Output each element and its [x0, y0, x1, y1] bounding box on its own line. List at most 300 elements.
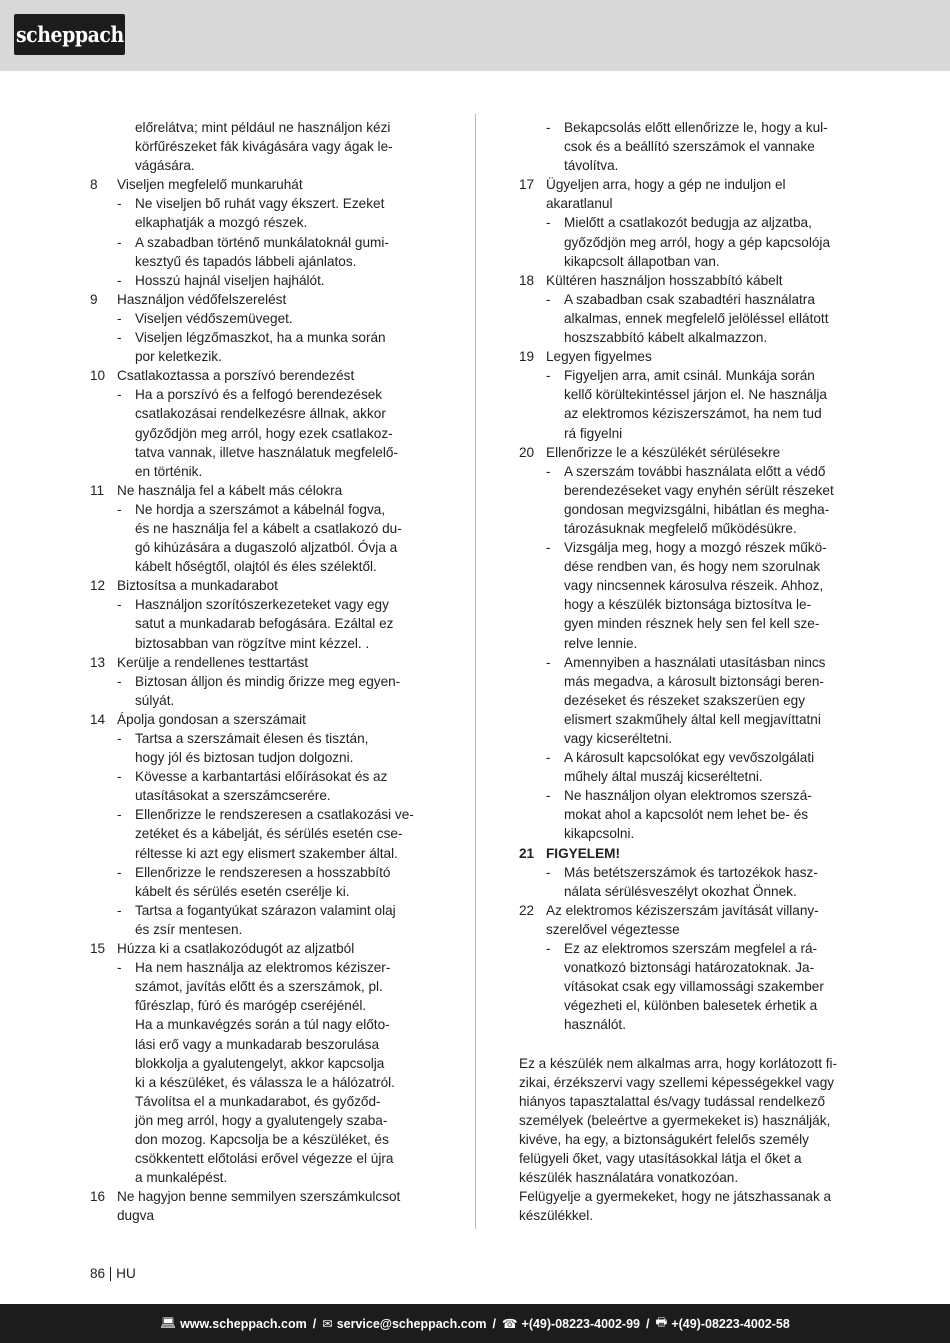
- notice-paragraph-line: személyek (beleértve a gyermekeket is) használják,: [519, 1112, 831, 1128]
- bullet-text: hogy a készülék biztonsága biztosítva le-: [564, 597, 812, 613]
- bullet-text: az elektromos kéziszerszámot, ha nem tud: [564, 406, 822, 422]
- notice-paragraph-line: Felügyelje a gyermekeket, hogy ne játszhassanak a: [519, 1189, 832, 1205]
- bullet-text: kesztyű és tapadós lábbeli ajánlatos.: [135, 253, 357, 269]
- bullet-text: Ha nem használja az elektromos kéziszer-: [135, 960, 391, 976]
- section-number: 11: [90, 482, 105, 498]
- bullet-text: kellő körültekintéssel járjon el. Ne használja: [564, 387, 827, 403]
- footer-separator: /: [492, 1316, 496, 1331]
- paragraph-gap: [519, 1035, 864, 1054]
- bullet-item-continued: [546, 977, 864, 996]
- bullet-text: és zsír mentesen.: [135, 921, 243, 937]
- bullet-text: A szabadban csak szabadtéri használatra: [564, 291, 815, 307]
- bullet-dash: [546, 252, 564, 271]
- bullet-text: hoszszabbító kábelt alkalmazzon.: [564, 330, 768, 346]
- bullet-text: hogy jól és biztosan tudjon dolgozni.: [135, 750, 354, 766]
- bullet-item-continued: [117, 882, 440, 901]
- section-title: Ne használja fel a kábelt más célokra: [117, 482, 343, 498]
- bullet-text: tározásuknak megfelelő működésükre.: [564, 520, 797, 536]
- bullet-item-continued: [546, 137, 864, 156]
- bullet-text: Figyeljen arra, amit csinál. Munkája során: [564, 368, 815, 384]
- bullet-item-continued: [117, 404, 440, 423]
- section-title-continued: dugva: [117, 1208, 155, 1224]
- section-number: 22: [519, 902, 535, 918]
- bullet-dash: [117, 1092, 135, 1111]
- bullet-dash: [117, 1015, 135, 1034]
- section-title-continued: szerelővel végeztesse: [546, 921, 680, 937]
- bullet-item: [117, 672, 440, 691]
- section-heading: [90, 576, 440, 595]
- bullet-dash: -: [117, 387, 122, 403]
- bullet-text: berendezéseket vagy enyhén sérült részeket: [564, 482, 834, 498]
- bullet-dash: [546, 385, 564, 404]
- bullet-item: [117, 309, 440, 328]
- bullet-item-continued: [117, 634, 440, 653]
- bullet-text: Ne viseljen bő ruhát vagy ékszert. Ezeket: [135, 196, 385, 212]
- bullet-dash: [117, 519, 135, 538]
- bullet-text: Bekapcsolás előtt ellenőrizze le, hogy a kul-: [564, 120, 828, 135]
- section-heading: [519, 443, 864, 462]
- bullet-text: vagy kicseréltetni.: [564, 731, 673, 746]
- section-heading: [90, 175, 440, 194]
- bullet-item: [117, 271, 440, 290]
- fax-icon: 🖶︎: [655, 1315, 668, 1329]
- bullet-dash: [117, 691, 135, 710]
- bullet-item-continued: [546, 252, 864, 271]
- bullet-item-continued: [546, 557, 864, 576]
- bullet-dash: -: [546, 941, 551, 957]
- brand-logo-text: scheppach: [15, 22, 124, 47]
- bullet-item-continued: [117, 977, 440, 996]
- bullet-text: satut a munkadarab befogására. Ezáltal ez: [135, 616, 394, 632]
- section-number: 9: [90, 291, 98, 307]
- bullet-item-continued: [546, 729, 864, 748]
- bullet-dash: [546, 328, 564, 347]
- bullet-dash: -: [117, 310, 122, 326]
- section-title: Használjon védőfelszerelést: [117, 291, 287, 307]
- bullet-text: Kövesse a karbantartási előírásokat és az: [135, 769, 388, 785]
- bullet-item-continued: [117, 1111, 440, 1130]
- section-heading: [519, 901, 864, 920]
- footer-website[interactable]: www.scheppach.com: [180, 1316, 307, 1331]
- bullet-text: csökkentett előtolási erővel végezze el újra: [135, 1151, 394, 1167]
- bullet-dash: [117, 538, 135, 557]
- bullet-text: utasításokat a szerszámcserére.: [135, 788, 331, 804]
- notice-paragraph-line: Ez a készülék nem alkalmas arra, hogy korlátozott fi-: [519, 1055, 838, 1071]
- bullet-dash: [546, 404, 564, 423]
- section-title: Ellenőrizze le a készülékét sérülésekre: [546, 444, 781, 460]
- bullet-item: [546, 462, 864, 481]
- right-column: [519, 118, 864, 1225]
- bullet-item-continued: [546, 576, 864, 595]
- section-heading: [519, 271, 864, 290]
- bullet-item-continued: [117, 519, 440, 538]
- bullet-text: kikapcsolt állapotban van.: [564, 253, 720, 269]
- bullet-item: [546, 863, 864, 882]
- footer-fax: +(49)-08223-4002-58: [671, 1316, 790, 1331]
- continued-text: előrelátva; mint például ne használjon kézi: [135, 120, 391, 135]
- bullet-item-continued: [117, 1149, 440, 1168]
- bullet-item-continued: [117, 996, 440, 1015]
- bullet-item: [546, 366, 864, 385]
- bullet-dash: [117, 1054, 135, 1073]
- bullet-text: nálata sérülésveszélyt okozhat Önnek.: [564, 883, 797, 899]
- bullet-dash: [117, 424, 135, 443]
- continued-text: körfűrészeket fák kivágására vagy ágak le-: [135, 139, 393, 155]
- notice-paragraph-line: kivéve, ha egy, a biztonságukért felelős személy: [519, 1131, 809, 1147]
- bullet-dash: [117, 920, 135, 939]
- bullet-item-continued: [117, 347, 440, 366]
- bullet-item-continued: [117, 1092, 440, 1111]
- bullet-dash: [546, 977, 564, 996]
- bullet-item: [546, 538, 864, 557]
- bullet-text: Mielőtt a csatlakozót bedugja az aljzatba,: [564, 215, 812, 231]
- section-title: Ne hagyjon benne semmilyen szerszámkulcsot: [117, 1189, 401, 1205]
- footer-separator: /: [312, 1316, 317, 1331]
- bullet-dash: -: [546, 654, 551, 670]
- bullet-item-continued: [546, 805, 864, 824]
- bullet-dash: [117, 213, 135, 232]
- bullet-text: győződjön meg arról, hogy ezek csatlakoz-: [135, 425, 393, 441]
- bullet-text: Ellenőrizze le rendszeresen a hosszabbító: [135, 864, 391, 880]
- bullet-text: gyen minden résznek hely sen fel kell sze-: [564, 616, 820, 632]
- bullet-item: [117, 767, 440, 786]
- notice-paragraph-line: készülék használatára vonatkozóan.: [519, 1170, 739, 1186]
- page-number-separator: [110, 1267, 111, 1281]
- bullet-item: [117, 500, 440, 519]
- bullet-dash: [546, 824, 564, 843]
- bullet-item: [117, 328, 440, 347]
- section-number: 19: [519, 349, 535, 365]
- bullet-dash: -: [546, 368, 551, 384]
- bullet-text: vításokat csak egy villamossági szakember: [564, 979, 824, 995]
- section-heading: [519, 175, 864, 194]
- section-title: Legyen figyelmes: [546, 349, 652, 365]
- bullet-item: [117, 595, 440, 614]
- bullet-dash: -: [546, 215, 551, 231]
- bullet-item-continued: [546, 519, 864, 538]
- bullet-dash: [546, 805, 564, 824]
- bullet-item-continued: [546, 634, 864, 653]
- bullet-item: [117, 729, 440, 748]
- section-number: 10: [90, 368, 106, 384]
- bullet-text: használót.: [564, 1017, 626, 1033]
- bullet-dash: [117, 252, 135, 271]
- bullet-text: réltesse ki azt egy elismert szakember által.: [135, 845, 398, 861]
- bullet-item-continued: [546, 309, 864, 328]
- bullet-text: elismert szakműhely által kell megjavíttatni: [564, 711, 821, 727]
- bullet-text: gondosan megvizsgálni, hibátlan és megha-: [564, 501, 830, 517]
- bullet-item-continued: [117, 1130, 440, 1149]
- bullet-dash: [117, 1073, 135, 1092]
- bullet-item: [117, 385, 440, 404]
- bullet-item-continued: [546, 500, 864, 519]
- bullet-text: és ne használja fel a kábelt a csatlakozó du-: [135, 520, 402, 536]
- bullet-text: dezéseket és részeket szakszerüen egy: [564, 692, 806, 708]
- bullet-dash: -: [546, 788, 551, 804]
- section-heading: [90, 1187, 440, 1206]
- section-heading: [519, 844, 864, 863]
- bullet-text: blokkolja a gyalutengelyt, akkor kapcsolja: [135, 1055, 385, 1071]
- bullet-text: A szerszám további használata előtt a védő: [564, 463, 826, 479]
- bullet-item-continued: [546, 156, 864, 175]
- bullet-dash: -: [117, 673, 122, 689]
- section-title: Húzza ki a csatlakozódugót az aljzatból: [117, 941, 355, 957]
- page-language: HU: [116, 1266, 136, 1281]
- bullet-item: [546, 786, 864, 805]
- bullet-item: [117, 233, 440, 252]
- bullet-dash: [546, 557, 564, 576]
- section-number: 15: [90, 941, 106, 957]
- bullet-dash: [117, 634, 135, 653]
- bullet-dash: -: [546, 463, 551, 479]
- bullet-dash: -: [117, 234, 122, 250]
- bullet-text: Vizsgálja meg, hogy a mozgó részek műkö-: [564, 540, 827, 556]
- bullet-item-continued: [117, 1073, 440, 1092]
- bullet-item-continued: [546, 233, 864, 252]
- bullet-dash: [546, 156, 564, 175]
- bullet-dash: [546, 595, 564, 614]
- bullet-dash: [546, 634, 564, 653]
- bullet-text: A szabadban történő munkálatoknál gumi-: [135, 234, 389, 250]
- bullet-text: győződjön meg arról, hogy a gép kapcsolója: [564, 234, 831, 250]
- bullet-dash: [117, 404, 135, 423]
- bullet-dash: -: [117, 272, 122, 288]
- section-number: 18: [519, 272, 535, 288]
- bullet-item-continued: [546, 385, 864, 404]
- bullet-item-continued: [117, 1015, 440, 1034]
- bullet-item-continued: [546, 328, 864, 347]
- bullet-text: relve lennie.: [564, 635, 638, 651]
- bullet-dash: -: [546, 291, 551, 307]
- section-number: 21: [519, 845, 535, 861]
- bullet-dash: -: [117, 196, 122, 212]
- continued-text: vágására.: [135, 158, 195, 174]
- bullet-item: [546, 290, 864, 309]
- bullet-text: súlyát.: [135, 692, 175, 708]
- bullet-item-continued: [117, 424, 440, 443]
- section-heading: [90, 481, 440, 500]
- bullet-text: Biztosan álljon és mindig őrizze meg egyen-: [135, 673, 401, 689]
- bullet-item-continued: [546, 767, 864, 786]
- column-divider: [475, 114, 476, 1229]
- bullet-dash: [546, 481, 564, 500]
- bullet-item-continued: [546, 404, 864, 423]
- bullet-item-continued: [546, 958, 864, 977]
- footer-phone: +(49)-08223-4002-99: [521, 1316, 641, 1331]
- bullet-dash: [117, 844, 135, 863]
- bullet-item: [117, 958, 440, 977]
- bullet-dash: -: [117, 807, 122, 823]
- bullet-item: [546, 118, 864, 137]
- bullet-item-continued: [117, 213, 440, 232]
- page-number: [90, 1266, 136, 1281]
- bullet-item-continued: [117, 786, 440, 805]
- footer-bar: [0, 1304, 950, 1343]
- bullet-item-continued: [546, 595, 864, 614]
- bullet-item-continued: [546, 1015, 864, 1034]
- notice-paragraph-line: felügyeli őket, vagy utasításokkal látja el őket a: [519, 1150, 802, 1166]
- bullet-text: dése rendben van, és hogy nem szorulnak: [564, 559, 821, 575]
- bullet-dash: [117, 1130, 135, 1149]
- section-heading: [90, 366, 440, 385]
- bullet-text: számot, javítás előtt és a szerszámok, pl.: [135, 979, 383, 995]
- bullet-text: csok és a beállító szerszámok el vannake: [564, 139, 815, 155]
- notice-paragraph-line: zikai, érzékszervi vagy szellemi képességekkel vagy: [519, 1074, 835, 1090]
- section-title: Biztosítsa a munkadarabot: [117, 578, 278, 594]
- bullet-dash: -: [117, 960, 122, 976]
- section-heading: [90, 653, 440, 672]
- section-number: 16: [90, 1189, 106, 1205]
- bullet-dash: -: [117, 769, 122, 785]
- bullet-item-continued: [546, 424, 864, 443]
- bullet-text: Ha a munkavégzés során a túl nagy előto-: [135, 1017, 390, 1033]
- bullet-text: por keletkezik.: [135, 349, 222, 365]
- bullet-dash: [546, 519, 564, 538]
- section-number: 14: [90, 711, 106, 727]
- page-number-value: 86: [90, 1266, 106, 1281]
- bullet-item-continued: [546, 672, 864, 691]
- bullet-text: alkalmas, ennek megfelelő jelöléssel ellátott: [564, 310, 829, 326]
- bullet-item-continued: [546, 614, 864, 633]
- bullet-text: Hosszú hajnál viseljen hajhálót.: [135, 272, 325, 288]
- bullet-text: más megadva, a károsult biztonsági beren-: [564, 673, 824, 689]
- section-number: 13: [90, 654, 106, 670]
- bullet-item-continued: [117, 1035, 440, 1054]
- bullet-item-continued: [117, 691, 440, 710]
- brand-logo: [14, 14, 125, 55]
- bullet-text: jön meg arról, hogy a gyalutengely szaba-: [135, 1112, 388, 1128]
- footer-email[interactable]: service@scheppach.com: [336, 1316, 487, 1331]
- bullet-text: biztosabban van rögzítve mint kézzel. .: [135, 635, 370, 651]
- bullet-item: [546, 653, 864, 672]
- bullet-item-continued: [117, 748, 440, 767]
- section-number: 8: [90, 177, 98, 193]
- bullet-text: rá figyelni: [564, 425, 623, 441]
- bullet-dash: [546, 691, 564, 710]
- notice-paragraph-line: hiányos tapasztalattal és/vagy tudással rendelkező: [519, 1093, 826, 1109]
- bullet-dash: [117, 1035, 135, 1054]
- bullet-dash: [546, 233, 564, 252]
- bullet-dash: [546, 500, 564, 519]
- bullet-item-continued: [117, 1168, 440, 1187]
- bullet-dash: [117, 462, 135, 481]
- section-title: FIGYELEM!: [546, 845, 621, 861]
- bullet-text: don mozog. Kapcsolja be a készüléket, és: [135, 1131, 389, 1147]
- bullet-text: végezheti el, különben balesetek érhetik a: [564, 998, 818, 1014]
- bullet-item-continued: [117, 824, 440, 843]
- bullet-dash: -: [117, 501, 122, 517]
- bullet-text: Távolítsa el a munkadarabot, és győződ-: [135, 1093, 381, 1109]
- section-number: 12: [90, 578, 106, 594]
- section-title: Csatlakoztassa a porszívó berendezést: [117, 368, 355, 384]
- bullet-item-continued: [117, 443, 440, 462]
- bullet-item-continued: [117, 462, 440, 481]
- bullet-dash: [117, 1168, 135, 1187]
- bullet-dash: [546, 137, 564, 156]
- bullet-text: vagy nincsennek károsulva részeik. Ahhoz,: [564, 578, 824, 594]
- bullet-dash: -: [546, 864, 551, 880]
- bullet-text: kikapcsolni.: [564, 826, 635, 842]
- bullet-dash: [546, 1015, 564, 1034]
- bullet-dash: [117, 824, 135, 843]
- bullet-dash: [546, 767, 564, 786]
- bullet-dash: [117, 614, 135, 633]
- section-title: Kültéren használjon hosszabbító kábelt: [546, 272, 783, 288]
- bullet-dash: [117, 1111, 135, 1130]
- bullet-text: Más betétszerszámok és tartozékok hasz-: [564, 864, 818, 880]
- bullet-item: [117, 901, 440, 920]
- bullet-item: [546, 213, 864, 232]
- bullet-dash: -: [117, 330, 122, 346]
- laptop-icon: 💻︎: [160, 1316, 177, 1330]
- bullet-text: Tartsa a szerszámait élesen és tisztán,: [135, 731, 369, 746]
- bullet-text: tatva vannak, illetve használatuk megfelelő-: [135, 444, 398, 460]
- bullet-item-continued: [117, 614, 440, 633]
- bullet-dash: [117, 748, 135, 767]
- section-title: Kerülje a rendellenes testtartást: [117, 654, 309, 670]
- bullet-text: Ellenőrizze le rendszeresen a csatlakozási ve-: [135, 807, 414, 823]
- section-heading: [90, 939, 440, 958]
- bullet-dash: [546, 729, 564, 748]
- bullet-item-continued: [117, 252, 440, 271]
- bullet-item-continued: [546, 691, 864, 710]
- section-title: Ápolja gondosan a szerszámait: [117, 711, 306, 727]
- bullet-item: [546, 748, 864, 767]
- bullet-text: gó kihúzására a dugaszoló aljzatból. Óvja a: [135, 540, 398, 556]
- bullet-text: kábelt és sérülés esetén cserélje ki.: [135, 883, 350, 899]
- bullet-text: Tartsa a fogantyúkat szárazon valamint olaj: [135, 902, 396, 918]
- bullet-item-continued: [117, 538, 440, 557]
- section-title: Az elektromos kéziszerszám javítását villany-: [546, 902, 819, 918]
- bullet-text: elkaphatják a mozgó részek.: [135, 215, 308, 231]
- bullet-item: [546, 939, 864, 958]
- bullet-text: A károsult kapcsolókat egy vevőszolgálati: [564, 750, 815, 766]
- bullet-dash: [117, 996, 135, 1015]
- bullet-item: [117, 863, 440, 882]
- bullet-dash: [117, 443, 135, 462]
- bullet-dash: [546, 424, 564, 443]
- bullet-text: Viseljen légzőmaszkot, ha a munka során: [135, 330, 386, 346]
- bullet-item-continued: [117, 557, 440, 576]
- section-title-continued: akaratlanul: [546, 196, 613, 212]
- bullet-text: Ez az elektromos szerszám megfelel a rá-: [564, 941, 818, 957]
- bullet-text: távolítva.: [564, 158, 619, 174]
- phone-icon: ☎︎: [501, 1317, 518, 1331]
- bullet-text: Amennyiben a használati utasításban nincs: [564, 654, 826, 670]
- bullet-text: műhely által muszáj kicseréltetni.: [564, 769, 763, 785]
- bullet-text: fűrészlap, fúró és marógép cseréjénél.: [135, 998, 367, 1014]
- bullet-item-continued: [546, 710, 864, 729]
- bullet-dash: [546, 958, 564, 977]
- left-column: [90, 118, 440, 1225]
- bullet-text: csatlakozásai rendelkezésre állnak, akkor: [135, 406, 386, 422]
- bullet-dash: -: [117, 597, 122, 613]
- bullet-text: Ne használjon olyan elektromos szerszá-: [564, 788, 812, 804]
- bullet-text: zetéket és a kábelját, és sérülés esetén cse-: [135, 826, 403, 842]
- bullet-text: en történik.: [135, 463, 203, 479]
- mail-icon: ✉︎: [322, 1317, 333, 1331]
- bullet-dash: [117, 786, 135, 805]
- header-band: [0, 0, 950, 71]
- section-heading: [519, 347, 864, 366]
- bullet-item-continued: [546, 996, 864, 1015]
- bullet-text: a munkalépést.: [135, 1170, 228, 1186]
- bullet-item: [117, 194, 440, 213]
- section-heading: [90, 710, 440, 729]
- bullet-item-continued: [117, 844, 440, 863]
- bullet-text: Ha a porszívó és a felfogó berendezések: [135, 387, 383, 403]
- bullet-dash: -: [117, 864, 122, 880]
